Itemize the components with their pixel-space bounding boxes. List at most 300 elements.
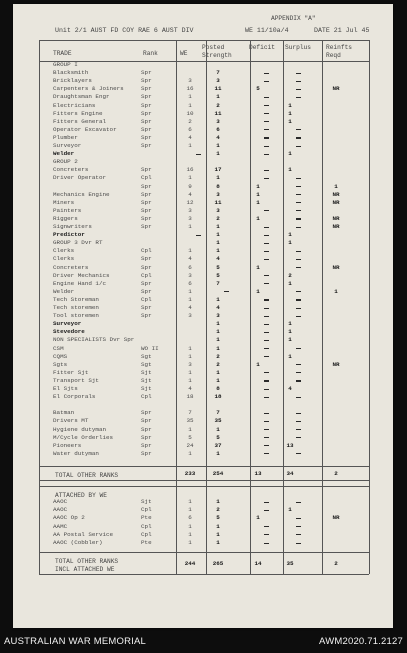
table-row — [13, 69, 393, 77]
dash-mark — [264, 413, 269, 414]
table-row — [13, 207, 393, 215]
dash-mark — [264, 105, 269, 106]
cell-reqd: NR — [332, 263, 340, 271]
table-row — [13, 102, 393, 110]
cell-surplus: 13 — [286, 441, 294, 449]
cell-trade: Tech Storeman — [53, 295, 99, 303]
dash-mark — [264, 210, 269, 211]
cell-posted: 1 — [216, 174, 220, 182]
cell-deficit: 1 — [256, 263, 260, 271]
table-row — [13, 426, 393, 434]
cell-rank: Spr — [141, 223, 152, 230]
cell-posted: 7 — [216, 279, 220, 287]
dash-mark — [264, 348, 269, 349]
dash-mark — [264, 453, 269, 454]
cell-surplus: 1 — [288, 336, 292, 344]
cell-posted: 254 — [212, 470, 224, 477]
dash-mark — [264, 429, 269, 430]
row-rule — [39, 486, 369, 487]
cell-we: 1 — [188, 93, 192, 101]
cell-we: 16 — [186, 166, 194, 174]
table-row — [13, 264, 393, 272]
row-rule — [39, 480, 369, 481]
cell-posted: 11 — [214, 109, 222, 117]
cell-we: 3 — [188, 214, 192, 222]
cell-posted: 4 — [216, 255, 220, 263]
cell-trade: Fitter Sjt — [53, 368, 89, 376]
cell-trade: NON SPECIALISTS Dvr Spr — [53, 336, 135, 344]
cell-we: 7 — [188, 409, 192, 417]
cell-posted: 1 — [216, 522, 220, 530]
cell-trade: Bricklayers — [53, 77, 92, 85]
cell-trade: Drivers MT — [53, 417, 89, 425]
cell-rank: Cpl — [141, 506, 152, 514]
cell-posted: 1 — [216, 328, 220, 336]
cell-posted: 2 — [216, 101, 220, 109]
cell-posted: 5 — [216, 263, 220, 271]
dash-mark — [296, 413, 301, 414]
cell-trade: AAOC Op 2 — [53, 514, 85, 522]
footer-accession: AWM2020.71.2127 — [319, 636, 403, 647]
cell-deficit: 1 — [256, 198, 260, 206]
table-row — [13, 142, 393, 150]
cell-we: 1 — [188, 530, 192, 538]
cell-trade: Signwriters — [53, 223, 92, 230]
cell-rank: WO II — [141, 344, 159, 352]
col-surplus: Surplus — [285, 44, 311, 51]
cell-reqd: NR — [332, 190, 340, 198]
cell-we: 1 — [188, 101, 192, 109]
dash-mark — [296, 73, 301, 74]
table-row — [13, 506, 393, 514]
cell-rank: Spr — [141, 166, 152, 174]
table-row — [13, 336, 393, 344]
table-row — [13, 385, 393, 393]
dash-mark — [264, 380, 269, 381]
table-row — [13, 191, 393, 199]
cell-posted: 1 — [216, 376, 220, 384]
cell-rank: Sjt — [141, 498, 152, 505]
cell-posted: 1 — [216, 425, 220, 433]
dash-mark — [264, 178, 269, 179]
cell-we: 6 — [188, 514, 192, 522]
cell-posted: 4 — [216, 133, 220, 141]
cell-rank: Spr — [141, 77, 152, 85]
cell-trade: Fitters Engine — [53, 109, 103, 117]
cell-trade: Concreters — [53, 166, 89, 174]
cell-rank: Sgt — [141, 360, 152, 368]
table-row — [13, 401, 393, 409]
cell-trade: Driver Mechanics — [53, 271, 110, 279]
dash-mark — [264, 445, 269, 446]
dash-mark — [264, 97, 269, 98]
cell-trade: Clerks — [53, 255, 75, 263]
cell-rank: Spr — [141, 287, 152, 295]
dash-mark — [296, 316, 301, 317]
cell-deficit: 5 — [256, 85, 260, 93]
cell-trade: Blacksmith — [53, 69, 89, 77]
cell-trade: Fitters General — [53, 117, 107, 125]
cell-posted: 3 — [216, 117, 220, 125]
cell-posted: 1 — [216, 320, 220, 328]
cell-rank: Spr — [141, 133, 152, 141]
cell-rank: Sgt — [141, 352, 152, 360]
col-reqd: Reinfts Reqd — [326, 44, 352, 59]
cell-reqd: 1 — [334, 182, 338, 190]
cell-rank: Spr — [141, 69, 152, 77]
row-rule — [39, 552, 369, 553]
cell-rank: Cpl — [141, 393, 152, 401]
cell-we: 4 — [188, 304, 192, 311]
table-row — [13, 93, 393, 101]
dash-mark — [296, 146, 301, 147]
cell-surplus: 1 — [288, 506, 292, 514]
dash-mark — [264, 275, 269, 276]
cell-posted: 1 — [216, 247, 220, 255]
cell-surplus: 1 — [288, 239, 292, 247]
dash-mark — [296, 291, 301, 292]
cell-surplus: 1 — [288, 166, 292, 174]
cell-trade: GROUP 3 Dvr RT — [53, 239, 103, 247]
table-row — [13, 531, 393, 539]
cell-trade: AA Postal Service — [53, 530, 114, 538]
cell-deficit: 1 — [256, 190, 260, 198]
cell-rank: Cpl — [141, 295, 152, 303]
cell-rank: Spr — [141, 433, 152, 441]
dash-mark — [196, 235, 201, 236]
cell-trade: CSM — [53, 344, 64, 352]
cell-rank: Cpl — [141, 247, 152, 255]
cell-posted: 5 — [216, 271, 220, 279]
cell-reqd: NR — [332, 198, 340, 206]
dash-mark — [264, 324, 269, 325]
table-row — [13, 417, 393, 425]
cell-rank: Spr — [141, 449, 152, 457]
total-row — [13, 470, 393, 478]
cell-surplus: 1 — [288, 109, 292, 117]
cell-reqd: NR — [332, 360, 340, 368]
cell-we: 1 — [188, 498, 192, 505]
table-row — [13, 539, 393, 547]
cell-posted: 6 — [216, 125, 220, 133]
cell-surplus: 4 — [288, 385, 292, 392]
cell-we: 244 — [184, 560, 196, 567]
dash-mark — [296, 372, 301, 373]
dash-mark — [196, 154, 201, 155]
cell-posted: 11 — [214, 198, 222, 206]
cell-rank: Spr — [141, 142, 152, 149]
cell-surplus: 1 — [288, 352, 292, 360]
cell-posted: 37 — [214, 441, 222, 449]
cell-trade: Driver Operator — [53, 174, 107, 182]
table-row — [13, 166, 393, 174]
table-row — [13, 442, 393, 450]
dash-mark — [264, 372, 269, 373]
dash-mark — [264, 113, 269, 114]
cell-posted: 8 — [216, 385, 220, 392]
cell-trade: Tool storemen — [53, 312, 99, 320]
dash-mark — [264, 534, 269, 535]
table-row — [13, 199, 393, 207]
cell-posted: 35 — [214, 417, 222, 425]
cell-trade: Water dutyman — [53, 449, 99, 457]
cell-surplus: 2 — [288, 271, 292, 279]
cell-trade: Batman — [53, 409, 75, 417]
cell-trade: Painters — [53, 206, 82, 214]
dash-mark — [264, 235, 269, 236]
cell-rank: Spr — [141, 409, 152, 417]
cell-trade: Draughtsman Engr — [53, 93, 110, 101]
cell-trade: Operator Excavator — [53, 125, 117, 133]
dash-mark — [296, 534, 301, 535]
cell-trade: Clerks — [53, 247, 75, 255]
cell-reqd: NR — [332, 214, 340, 222]
cell-posted: 7 — [216, 409, 220, 417]
cell-posted: 3 — [216, 206, 220, 214]
cell-surplus: 1 — [288, 328, 292, 336]
cell-we: 1 — [188, 506, 192, 514]
cell-rank: Spr — [141, 85, 152, 93]
table-row — [13, 158, 393, 166]
cell-rank: Pte — [141, 539, 152, 546]
row-rule — [39, 574, 369, 575]
cell-posted: 1 — [216, 223, 220, 230]
cell-we: 1 — [188, 425, 192, 433]
cell-posted: 18 — [214, 393, 222, 401]
col-posted: Posted Strength — [202, 44, 232, 59]
cell-rank: Cpl — [141, 530, 152, 538]
cell-posted: 1 — [216, 368, 220, 376]
cell-we: 1 — [188, 352, 192, 360]
cell-rank: Spr — [141, 117, 152, 125]
table-row — [13, 126, 393, 134]
dash-mark — [264, 543, 269, 544]
dash-mark — [296, 194, 301, 195]
cell-rank: Spr — [141, 125, 152, 133]
cell-posted: 7 — [216, 69, 220, 77]
dash-mark — [264, 73, 269, 74]
cell-rank: Cpl — [141, 271, 152, 279]
dash-mark — [264, 251, 269, 252]
dash-mark — [264, 227, 269, 228]
cell-we: 1 — [188, 295, 192, 303]
cell-posted: 4 — [216, 304, 220, 311]
table-row — [13, 353, 393, 361]
dash-mark — [296, 218, 301, 219]
dash-mark — [264, 146, 269, 147]
cell-trade: Surveyor — [53, 142, 82, 149]
cell-we: 1 — [188, 449, 192, 457]
cell-trade: Sgts — [53, 360, 68, 368]
cell-we: 4 — [188, 190, 192, 198]
dash-mark — [296, 267, 301, 268]
cell-trade: Pioneers — [53, 441, 82, 449]
table-row — [13, 85, 393, 93]
cell-surplus: 1 — [288, 117, 292, 125]
cell-trade: Tech storemen — [53, 304, 99, 311]
table-row — [13, 223, 393, 231]
table-row — [13, 247, 393, 255]
table-row — [13, 215, 393, 223]
dash-mark — [264, 332, 269, 333]
cell-posted: 265 — [212, 560, 224, 567]
dash-mark — [296, 380, 301, 381]
dash-mark — [264, 356, 269, 357]
row-rule — [39, 40, 369, 41]
cell-deficit: 14 — [254, 560, 262, 567]
dash-mark — [264, 526, 269, 527]
cell-rank: Spr — [141, 109, 152, 117]
cell-we: 6 — [188, 263, 192, 271]
dash-mark — [264, 243, 269, 244]
cell-rank: Spr — [141, 190, 152, 198]
dash-mark — [264, 510, 269, 511]
cell-trade: Mechanics Engine — [53, 190, 110, 198]
cell-reqd: 2 — [334, 560, 338, 567]
dash-mark — [296, 518, 301, 519]
table-row — [13, 369, 393, 377]
table-row — [13, 498, 393, 506]
grand-total-label-1: TOTAL OTHER RANKS — [55, 558, 119, 565]
dash-mark — [296, 89, 301, 90]
cell-we: 1 — [188, 368, 192, 376]
cell-we: 9 — [188, 182, 192, 190]
cell-trade: Welder — [53, 287, 75, 295]
cell-trade: Stevedore — [53, 328, 85, 336]
cell-trade: Hygiene dutyman — [53, 425, 107, 433]
cell-reqd: NR — [332, 223, 340, 230]
cell-posted: 2 — [216, 352, 220, 360]
dash-mark — [296, 429, 301, 430]
cell-posted: 1 — [216, 449, 220, 457]
document-sheet — [13, 4, 393, 628]
cell-rank: Spr — [141, 182, 152, 190]
cell-we: 3 — [188, 360, 192, 368]
cell-we: 233 — [184, 470, 196, 477]
cell-we: 1 — [188, 223, 192, 230]
dash-mark — [296, 251, 301, 252]
cell-rank: Pte — [141, 514, 152, 522]
grand-total-row — [13, 560, 393, 568]
cell-trade: Concreters — [53, 263, 89, 271]
dash-mark — [296, 299, 301, 300]
dash-mark — [264, 283, 269, 284]
cell-trade: GROUP I — [53, 61, 78, 68]
cell-we: 1 — [188, 247, 192, 255]
table-row — [13, 288, 393, 296]
dash-mark — [224, 291, 229, 292]
cell-posted: 5 — [216, 514, 220, 522]
cell-trade: AAOC — [53, 498, 68, 505]
cell-deficit: 1 — [256, 182, 260, 190]
dash-mark — [296, 397, 301, 398]
table-row — [13, 450, 393, 458]
table-row — [13, 77, 393, 85]
cell-we: 5 — [188, 433, 192, 441]
cell-posted: 2 — [216, 360, 220, 368]
cell-trade: El Sjts — [53, 385, 78, 392]
table-row — [13, 239, 393, 247]
cell-rank: Spr — [141, 304, 152, 311]
cell-trade: AAOC — [53, 506, 68, 514]
dash-mark — [264, 81, 269, 82]
cell-posted: 3 — [216, 312, 220, 320]
cell-rank: Spr — [141, 312, 152, 320]
row-rule — [39, 466, 369, 467]
cell-reqd: 2 — [334, 470, 338, 477]
dash-mark — [264, 299, 269, 300]
cell-we: 18 — [186, 393, 194, 401]
cell-posted: 1 — [216, 295, 220, 303]
dash-mark — [296, 526, 301, 527]
table-row — [13, 345, 393, 353]
cell-trade: Riggers — [53, 214, 78, 222]
dash-mark — [296, 178, 301, 179]
cell-posted: 3 — [216, 77, 220, 85]
dash-mark — [296, 453, 301, 454]
table-row — [13, 255, 393, 263]
table-row — [13, 174, 393, 182]
dash-mark — [296, 259, 301, 260]
cell-trade: Miners — [53, 198, 75, 206]
dash-mark — [296, 81, 301, 82]
cell-rank: Spr — [141, 101, 152, 109]
table-row — [13, 110, 393, 118]
cell-reqd: NR — [332, 85, 340, 93]
cell-trade: AAMC — [53, 522, 68, 530]
cell-reqd: NR — [332, 514, 340, 522]
cell-surplus: 1 — [288, 279, 292, 287]
dash-mark — [264, 397, 269, 398]
cell-we: 3 — [188, 206, 192, 214]
dash-mark — [296, 421, 301, 422]
cell-trade: Plumber — [53, 133, 78, 141]
cell-rank: Spr — [141, 198, 152, 206]
cell-posted: 1 — [216, 142, 220, 149]
dash-mark — [296, 202, 301, 203]
cell-trade: Electricians — [53, 101, 96, 109]
we-label: WE 11/10a/4 — [245, 27, 289, 34]
cell-surplus: 1 — [288, 150, 292, 158]
cell-we: 2 — [188, 117, 192, 125]
cell-we: 1 — [188, 522, 192, 530]
table-row — [13, 134, 393, 142]
cell-rank: Cpl — [141, 522, 152, 530]
col-deficit: Deficit — [249, 44, 275, 51]
col-we: WE — [180, 50, 188, 57]
cell-posted: 1 — [216, 344, 220, 352]
table-row — [13, 296, 393, 304]
appendix-label: APPENDIX "A" — [271, 15, 316, 22]
date-label: DATE 21 Jul 45 — [314, 27, 370, 34]
cell-rank: Spr — [141, 206, 152, 214]
cell-posted: 1 — [216, 336, 220, 344]
table-row — [13, 320, 393, 328]
cell-we: 4 — [188, 255, 192, 263]
cell-posted: 5 — [216, 433, 220, 441]
cell-posted: 2 — [216, 214, 220, 222]
cell-trade: AAOC (Cobbler) — [53, 539, 103, 546]
cell-we: 1 — [188, 174, 192, 182]
table-row — [13, 312, 393, 320]
cell-rank: Sjt — [141, 376, 152, 384]
dash-mark — [296, 137, 301, 138]
cell-posted: 3 — [216, 190, 220, 198]
cell-posted: 17 — [214, 166, 222, 174]
col-trade: TRADE — [53, 50, 72, 57]
cell-rank: Cpl — [141, 174, 152, 182]
cell-trade: Predictor — [53, 231, 85, 239]
